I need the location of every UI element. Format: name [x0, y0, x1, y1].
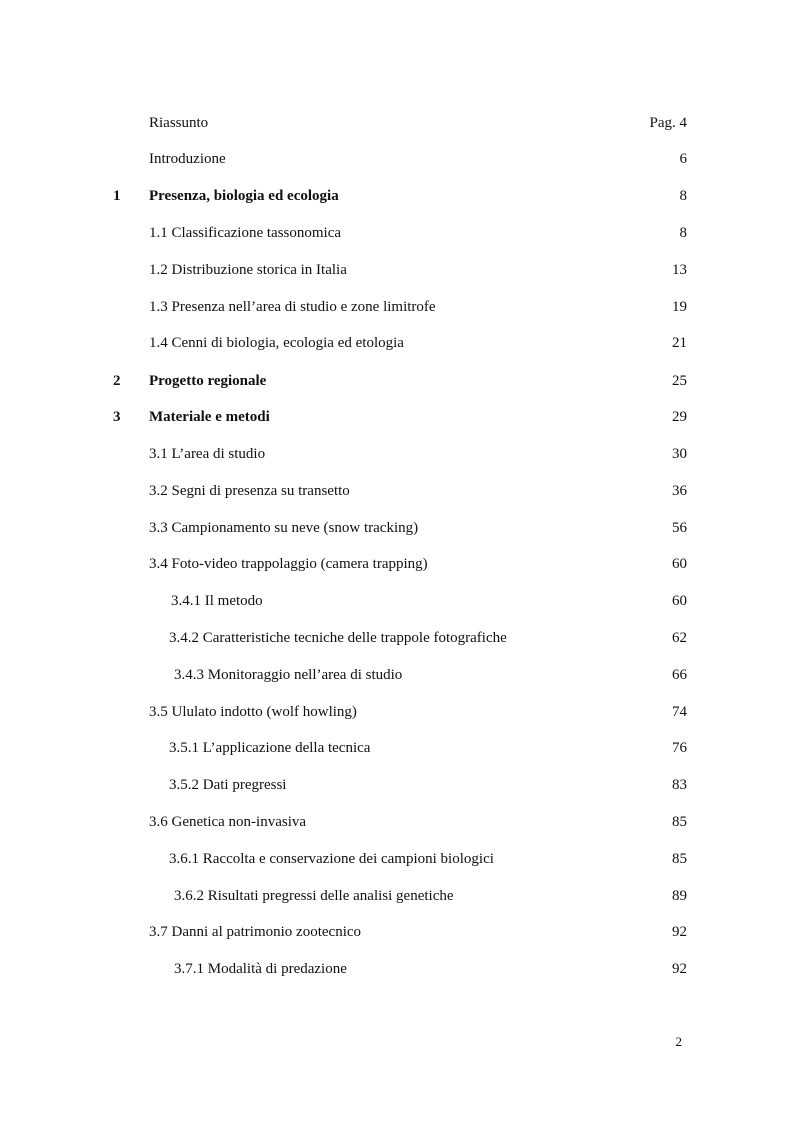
toc-chapter-number: 3	[113, 409, 121, 425]
toc-entry-title: 3.5 Ululato indotto (wolf howling)	[149, 704, 357, 720]
toc-entry-1-2	[0, 258, 794, 282]
toc-entry-1-3	[0, 295, 794, 319]
toc-entry-3-4-2	[0, 626, 794, 650]
toc-entry-page: 85	[672, 851, 687, 867]
toc-entry-riassunto	[0, 111, 794, 135]
toc-entry-title: Introduzione	[149, 151, 226, 167]
toc-chapter-2	[0, 369, 794, 393]
toc-entry-title: 3.4.2 Caratteristiche tecniche delle trappole fotografiche	[169, 630, 507, 646]
toc-entry-title: 1.3 Presenza nell’area di studio e zone limitrofe	[149, 299, 436, 315]
toc-entry-page: 60	[672, 556, 687, 572]
toc-entry-3-4-1	[0, 589, 794, 613]
toc-entry-page: 6	[679, 151, 687, 167]
toc-entry-3-5-2	[0, 773, 794, 797]
toc-entry-title: 3.4.3 Monitoraggio nell’area di studio	[174, 667, 403, 683]
toc-entry-title: Presenza, biologia ed ecologia	[149, 188, 339, 204]
toc-entry-1-4	[0, 331, 794, 355]
toc-entry-title: Materiale e metodi	[149, 409, 270, 425]
toc-entry-page: 60	[672, 593, 687, 609]
toc-entry-title: 3.6 Genetica non-invasiva	[149, 814, 307, 830]
toc-entry-title: Riassunto	[149, 115, 209, 131]
toc-entry-title: 3.2 Segni di presenza su transetto	[149, 483, 350, 499]
toc-entry-page: 30	[672, 446, 687, 462]
toc-entry-3-2	[0, 479, 794, 503]
toc-entry-page: 36	[672, 483, 687, 499]
toc-entry-page: 13	[672, 262, 687, 278]
toc-entry-title: 3.3 Campionamento su neve (snow tracking)	[149, 520, 419, 536]
toc-entry-page: 92	[672, 961, 687, 977]
toc-entry-page: 8	[679, 188, 687, 204]
toc-entry-title: 3.4.1 Il metodo	[171, 593, 263, 609]
toc-entry-3-4-3	[0, 663, 794, 687]
toc-entry-3-6	[0, 810, 794, 834]
toc-entry-page: 29	[672, 409, 687, 425]
toc-entry-page: Pag. 4	[649, 115, 687, 131]
toc-entry-page: 8	[679, 225, 687, 241]
toc-entry-3-7	[0, 920, 794, 944]
toc-entry-title: 3.6.1 Raccolta e conservazione dei campioni biologici	[169, 851, 494, 867]
toc-entry-page: 92	[672, 924, 687, 940]
toc-entry-title: Progetto regionale	[149, 373, 267, 389]
toc-entry-title: 1.1 Classificazione tassonomica	[149, 225, 342, 241]
toc-entry-title: 3.5.1 L’applicazione della tecnica	[169, 740, 371, 756]
toc-chapter-number: 1	[113, 188, 121, 204]
toc-entry-3-1	[0, 442, 794, 466]
toc-entry-page: 85	[672, 814, 687, 830]
toc-entry-page: 56	[672, 520, 687, 536]
toc-entry-page: 19	[672, 299, 687, 315]
page-number: 2	[675, 1034, 682, 1049]
toc-entry-page: 89	[672, 888, 687, 904]
toc-entry-title: 3.4 Foto-video trappolaggio (camera trapping)	[149, 556, 428, 572]
toc-entry-page: 21	[672, 335, 687, 351]
toc-entry-title: 3.5.2 Dati pregressi	[169, 777, 287, 793]
toc-entry-introduzione	[0, 147, 794, 171]
toc-entry-title: 3.1 L’area di studio	[149, 446, 266, 462]
toc-entry-title: 1.2 Distribuzione storica in Italia	[149, 262, 347, 278]
toc-entry-3-4	[0, 552, 794, 576]
toc-entry-3-5	[0, 700, 794, 724]
toc-entry-title: 3.6.2 Risultati pregressi delle analisi genetiche	[174, 888, 454, 904]
toc-entry-3-6-2	[0, 884, 794, 908]
toc-entry-page: 74	[672, 704, 687, 720]
toc-entry-1-1	[0, 221, 794, 245]
toc-entry-page: 66	[672, 667, 687, 683]
toc-chapter-3	[0, 405, 794, 429]
toc-entry-3-3	[0, 516, 794, 540]
toc-chapter-number: 2	[113, 373, 121, 389]
toc-entry-3-6-1	[0, 847, 794, 871]
toc-entry-title: 3.7.1 Modalità di predazione	[174, 961, 347, 977]
toc-entry-page: 25	[672, 373, 687, 389]
toc-entry-title: 1.4 Cenni di biologia, ecologia ed etologia	[149, 335, 404, 351]
toc-entry-3-5-1	[0, 736, 794, 760]
toc-entry-page: 83	[672, 777, 687, 793]
toc-chapter-1	[0, 184, 794, 208]
toc-entry-page: 62	[672, 630, 687, 646]
toc-entry-title: 3.7 Danni al patrimonio zootecnico	[149, 924, 362, 940]
toc-entry-page: 76	[672, 740, 687, 756]
toc-entry-3-7-1	[0, 957, 794, 981]
